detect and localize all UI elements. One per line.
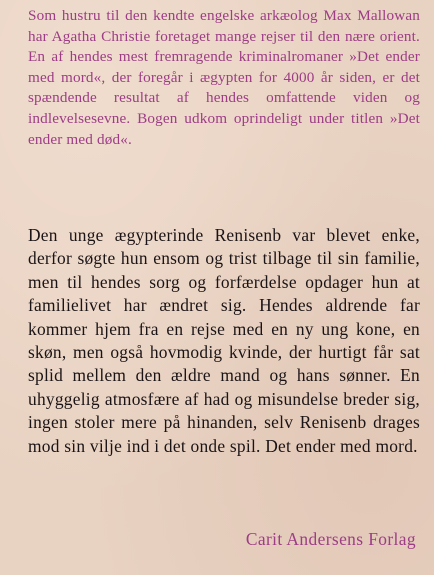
publisher-name: Carit Andersens Forlag <box>245 529 416 549</box>
author-blurb: Som hustru til den kendte engelske arkæolog Max Mallowan har Agatha Christie foretaget mange rejser til den nære orient. En af hendes mest fremragende kriminalromaner »Det ender med mord«, der foregår i ægypten for 4000 år siden, er det spændende resultat af hendes omfattende viden og indlevelsesevne. Bogen udkom oprindeligt under titlen »Det ender med død«. <box>28 7 420 148</box>
plot-synopsis: Den unge ægypterinde Renisenb var blevet enke, derfor søgte hun ensom og trist tilbage til sin familie, men til hendes sorg og forfærdelse opdager hun at familielivet har ændret sig. Hendes aldrende far kommer hjem fra en rejse med en ny ung kone, en skøn, men også hovmodig kvinde, der hurtigt får sat splid mellem den ældre mand og hans sønner. En uhyggelig atmosfære af had og misundelse breder sig, ingen stoler mere på hinanden, selv Renisenb drages mod sin vilje ind i det onde spil. Det ender med mord. <box>28 225 420 456</box>
